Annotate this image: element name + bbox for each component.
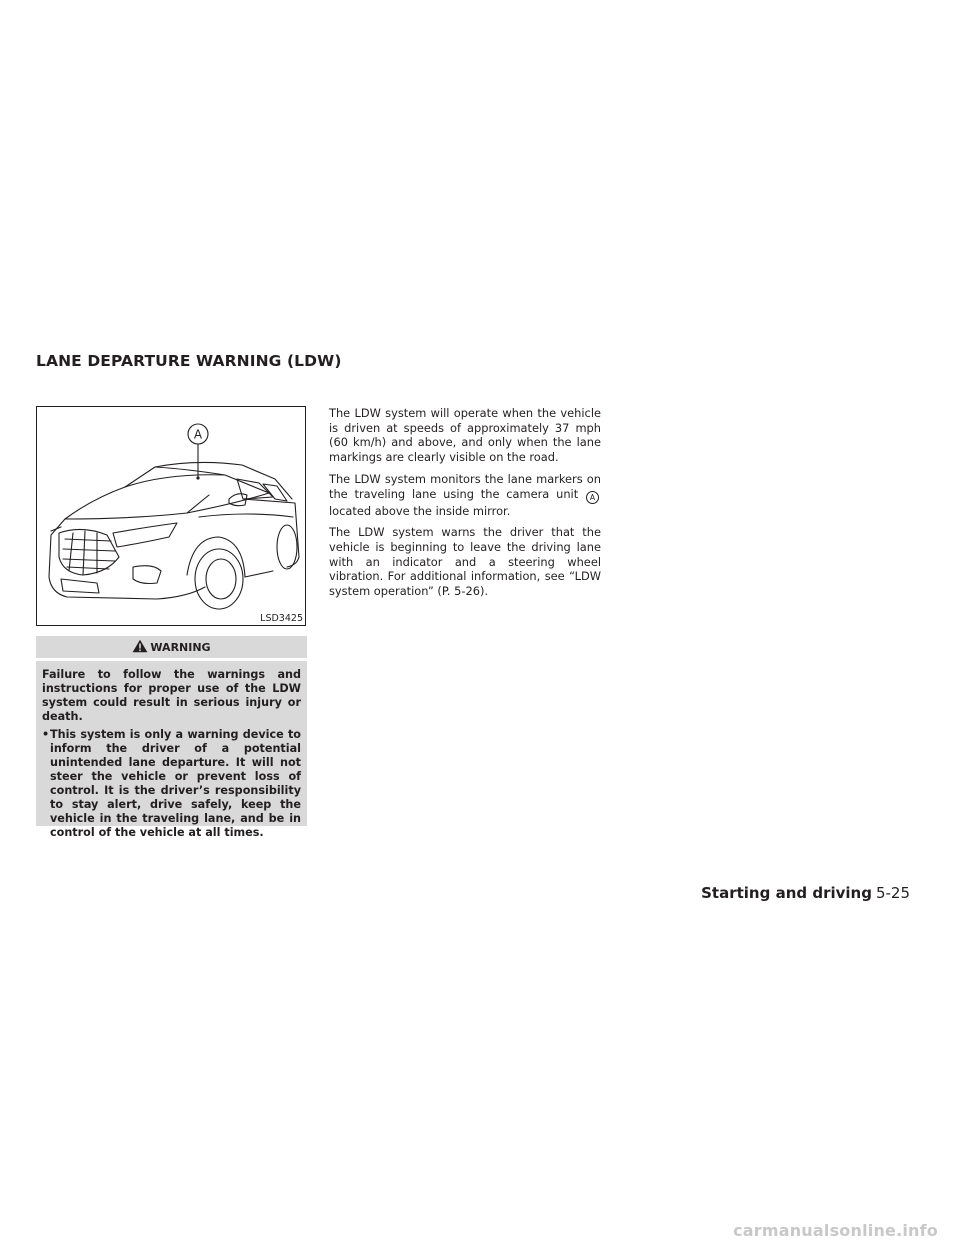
circled-a-icon: A bbox=[586, 491, 599, 504]
warning-heading: WARNING bbox=[150, 640, 211, 654]
bullet-icon: • bbox=[42, 728, 50, 741]
body-paragraph-2: The LDW system monitors the lane markers on the traveling lane using the camera unit A located above the inside mirror. bbox=[329, 471, 601, 518]
warning-bullet-item bbox=[42, 728, 301, 840]
page-number: 5-25 bbox=[875, 884, 910, 902]
warning-intro: Failure to follow the warnings and instructions for proper use of the LDW system could result in serious injury or death. bbox=[42, 668, 301, 723]
body-paragraph-3: The LDW system warns the driver that the vehicle is beginning to leave the driving lane with an indicator and a steering wheel vibration. For additional information, see “LDW system operation” (P. 5-26). bbox=[329, 525, 601, 599]
figure-code: LSD3425 bbox=[260, 613, 303, 624]
watermark-bar bbox=[0, 1219, 960, 1242]
body-paragraph-1: The LDW system will operate when the vehicle is driven at speeds of approximately 37 mph (60 km/h) and above, and only when the lane markings are clearly visible on the road. bbox=[329, 406, 601, 465]
footer-section-name: Starting and driving bbox=[701, 884, 872, 902]
page-footer bbox=[700, 884, 910, 902]
callout-label-a: A bbox=[193, 427, 203, 442]
warning-box bbox=[36, 661, 307, 839]
car-illustration bbox=[36, 406, 306, 626]
warning-header bbox=[36, 636, 307, 658]
warning-triangle-icon bbox=[132, 639, 148, 656]
watermark-text[interactable]: carmanualsonline.info bbox=[733, 1221, 938, 1240]
section-title: LANE DEPARTURE WARNING (LDW) bbox=[36, 352, 342, 370]
car-line-drawing bbox=[37, 407, 306, 626]
warning-bullet-text: This system is only a warning device to inform the driver of a potential unintended lane departure. It will not steer the vehicle or prevent loss of control. It is the driver’s responsibility to stay alert, drive safely, keep the vehicle in the traveling lane, and be in control of the vehicle at all times. bbox=[50, 728, 301, 839]
body-text bbox=[329, 406, 601, 606]
